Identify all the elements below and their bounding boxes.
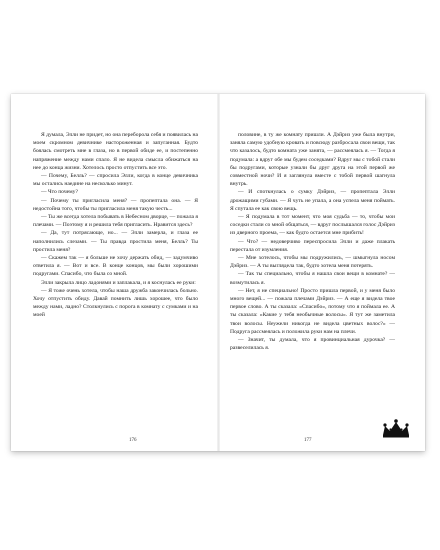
paragraph: — Я подумала в тот момент, что моя судьба — то, чтобы мои соседки стали со мной общаться, — вдруг послышался голос Дэйриз из дверного проема, — как будто остается мне прибить! — [230, 214, 395, 237]
paragraph: — Ты же всегда хотела побывать в Небесном дворце, — пожала я плечами. — Поэтому я и решила тебя пригласить. Нравится здесь? — [33, 214, 198, 229]
paragraph: — Нет, я не специально! Просто пришла первой, и у меня было много вещей... — пожала плечами Дэйриз. — А еще я видела твое первое слово. А ты сказала: «Спасибо», потому что я поймала ее. А ты сказала: «Какие у тебя необычные волосы». Я тут же заметила твои волосы. Неужели никогда не видела цветных волос?» — Подруга рассмеялась и положила руки нам на плечи. — [230, 287, 395, 335]
paragraph: — Да, тут потрясающе, но... — Элли замерла, и глаза ее наполнились слезами. — Ты правда простила меня, Белль? Ты простила меня? — [33, 230, 198, 253]
paragraph: — Так ты специально, чтобы я нашла свои вещи в комнате? — возмутилась я. — [230, 271, 395, 286]
crown-icon — [381, 418, 411, 438]
paragraph: — И споткнулась о сумку Дэйриз, — пропептала Элли дрожащими губами. — Я чуть не упала, а она успела меня поймать. Я спутала ее как свою вещь. — [230, 189, 395, 212]
book-spread — [11, 94, 425, 451]
paragraph: Элли закрыла лицо ладонями и заплакала, и я коснулась ее руки: — [41, 279, 196, 286]
book-gutter — [217, 94, 220, 451]
right-page — [230, 131, 395, 436]
paragraph: — Скажем так — я больше не хочу держать обид, — задумчиво ответила я. — Вот и все. В конце концов, мы были хорошими подругами. Спасибо, что была со мной. — [33, 255, 198, 278]
paragraph: — Что почему? — [41, 189, 78, 196]
right-page-number: 177 — [304, 438, 312, 443]
paragraph: — Почему, Белль? — спросила Элли, когда в конце девичника мы остались наедине на несколько минут. — [33, 173, 198, 188]
paragraph: — Мне хотелось, чтобы мы подружились, — шмыгнула носом Дэйриз. — А ты выглядела так, будто хотела меня потерять. — [230, 255, 395, 270]
paragraph: — Почему ты пригласила меня? — пропептала она. — Я недостойна того, чтобы ты пригласила меня такую честь... — [33, 197, 198, 212]
paragraph: — Я тоже очень хотела, чтобы наша дружба закончилась больно. Хочу отпустить обиду. Давай помнить лишь хорошее, что было между нами, ладно? Столкнулись с порога в комнату с сумками и на моей — [33, 287, 198, 319]
paragraph: Я думала, Элли не придет, но она переборола себя и появилась на моем скромном девичнике настороженная и запуганная. Будто боялась смотреть мне в глаза, но в первой обиде ее, и постепенно напряжение между нами спало. Я не видела смысла обижаться на нее до конца жизни. Хотелось просто отпустить все это. — [33, 132, 198, 171]
left-page — [33, 131, 198, 436]
paragraph: — Что? — недоверчиво переспросила Элли и даже плакать перестала от изумления. — [230, 238, 395, 253]
paragraph: — Значит, ты думала, что я провинциальная дурочка? — развеселилась я. — [230, 337, 395, 352]
paragraph: половине, в ту же комнату пришли. А Дэйриз уже была внутри, заняла самую удобную кровать и повсюду разбросала свои вещи, так что казалось, будто комната уже занята, — рассмеялась я. — Тогда я подумала: а вдруг обе мы будем соседками? Вдруг мы с тобой стали бы подругами, которые узнали бы друг друга на этой первой же совместной ночи? И я заглянула вместе с тобой первой шагнула внутрь. — [230, 132, 396, 188]
left-page-number: 176 — [129, 438, 137, 443]
